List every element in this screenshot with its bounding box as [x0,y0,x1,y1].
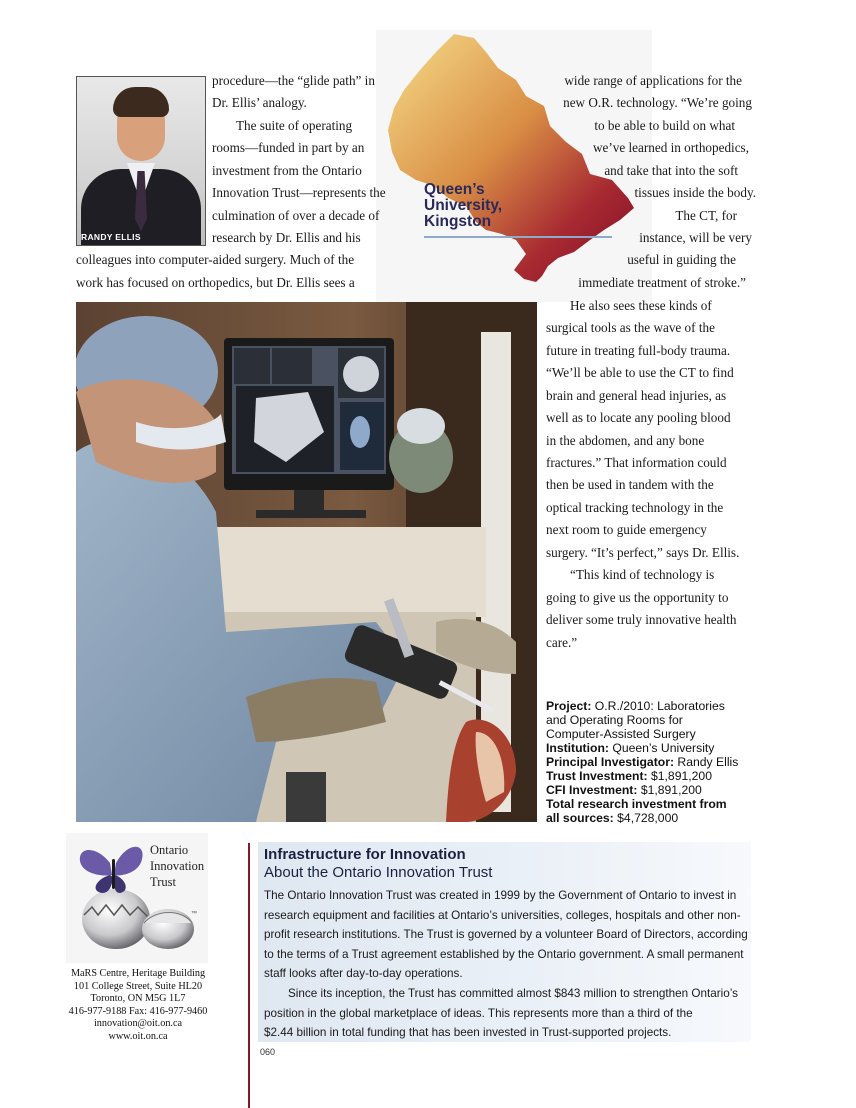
institution-value: Queen’s University [612,741,715,755]
body-line: care.” [546,635,578,650]
address-line: 101 College Street, Suite HL20 [73,980,203,992]
body-line: The suite of operating [236,118,353,133]
body-line: rooms—funded in part by an [212,140,365,155]
infrastructure-title: Infrastructure for Innovation [264,846,466,863]
email-link[interactable]: innovation@oit.on.ca [93,1018,183,1030]
body-line: colleagues into computer-aided surgery. Much of the [76,252,355,267]
body-line: immediate treatment of stroke.” [578,275,746,290]
body-line: procedure—the “glide path” in [212,73,375,88]
infrastructure-subtitle: About the Ontario Innovation Trust [264,864,493,881]
body-line: then be used in tandem with the [546,477,714,492]
total-investment-value: $4,728,000 [617,811,679,825]
map-pointer-line [424,236,612,238]
vertical-rule [248,843,250,1108]
body-line: we’ve learned in orthopedics, [593,140,749,155]
body-line: useful in guiding the [627,252,736,267]
address-line: Toronto, ON M5G 1L7 [90,993,186,1005]
body-line: surgical tools as the wave of the [546,320,715,335]
website-link[interactable]: www.oit.on.ca [108,1030,168,1042]
body-line: to be able to build on what [594,118,735,133]
pi-label: Principal Investigator: [546,755,674,769]
body-line: going to give us the opportunity to [546,590,729,605]
total-investment-label: all sources: [546,811,614,825]
body-line: fractures.” That information could [546,455,727,470]
body-line: next room to guide emergency [546,522,707,537]
surgery-photo [76,302,537,822]
oit-name-line: Innovation [150,859,205,873]
body-line: The CT, for [675,208,737,223]
body-line: deliver some truly innovative health [546,612,737,627]
map-label-line: University, [424,197,503,214]
trademark-mark: ™ [191,911,197,917]
oit-name [150,842,204,890]
trust-investment-label: Trust Investment: [546,769,648,783]
body-line: and take that into the soft [604,163,738,178]
project-value: and Operating Rooms for [546,713,683,727]
body-line: well as to locate any pooling blood [546,410,731,425]
address-line: MaRS Centre, Heritage Building [70,968,206,979]
body-line: tissues inside the body. [634,185,756,200]
body-line: Dr. Ellis’ analogy. [212,95,307,110]
portrait-photo [76,76,206,246]
infrastructure-line: The Ontario Innovation Trust was created in 1999 by the Government of Ontario to invest in [264,889,737,902]
infrastructure-line: position in the global marketplace of ideas. This represents more than a third of the [264,1007,693,1020]
map-label [424,182,502,230]
infrastructure-line: profit research institutions. The Trust is governed by a volunteer Board of Directors, according [264,928,748,941]
infrastructure-line: to the terms of a Trust agreement established by the Ontario government. A small permanent [264,948,744,961]
total-investment-label: Total research investment from [546,797,727,811]
trust-investment-value: $1,891,200 [650,769,712,783]
body-line: culmination of over a decade of [212,208,380,223]
oit-name-line: Ontario [150,843,189,857]
oit-address [62,968,214,1044]
cfi-investment-value: $1,891,200 [640,783,702,797]
address-line: 416-977-9188 Fax: 416-977-9460 [68,1005,208,1017]
oit-name-line: Trust [150,875,176,889]
body-line: surgery. “It’s perfect,” says Dr. Ellis. [546,545,740,560]
body-line: work has focused on orthopedics, but Dr. Ellis sees a [76,275,355,290]
institution-label: Institution: [546,741,609,755]
body-line: new O.R. technology. “We’re going [563,95,752,110]
project-value: O.R./2010: Laboratories [594,699,725,713]
project-details [546,699,756,825]
body-line: “We’ll be able to use the CT to find [546,365,734,380]
body-line: future in treating full-body trauma. [546,343,731,358]
page-number: 060 [260,1047,276,1057]
body-line: “This kind of technology is [570,567,715,582]
infrastructure-line: research equipment and facilities at Ontario’s universities, colleges, hospitals and other non- [264,909,741,922]
infrastructure-line: Since its inception, the Trust has committed almost $843 million to strengthen Ontario’s [288,987,738,1000]
project-label: Project: [546,699,592,713]
map-label-line: Kingston [424,213,492,230]
body-line: He also sees these kinds of [570,298,712,313]
body-line: wide range of applications for the [564,73,742,88]
body-line: brain and general head injuries, as [546,388,727,403]
infrastructure-line: staff looks after day-to-day operations. [264,967,463,980]
portrait-caption: RANDY ELLIS [81,232,141,242]
body-line: research by Dr. Ellis and his [212,230,361,245]
body-line: optical tracking technology in the [546,500,724,515]
body-line: investment from the Ontario [212,163,362,178]
body-line: Innovation Trust—represents the [212,185,386,200]
map-label-line: Queen’s [424,181,485,198]
infrastructure-line: $2.44 billion in total funding that has been invested in Trust-supported projects. [264,1026,672,1039]
project-value: Computer-Assisted Surgery [546,727,696,741]
cfi-investment-label: CFI Investment: [546,783,638,797]
body-line: instance, will be very [639,230,752,245]
body-line: in the abdomen, and any bone [546,433,705,448]
pi-value: Randy Ellis [677,755,739,769]
